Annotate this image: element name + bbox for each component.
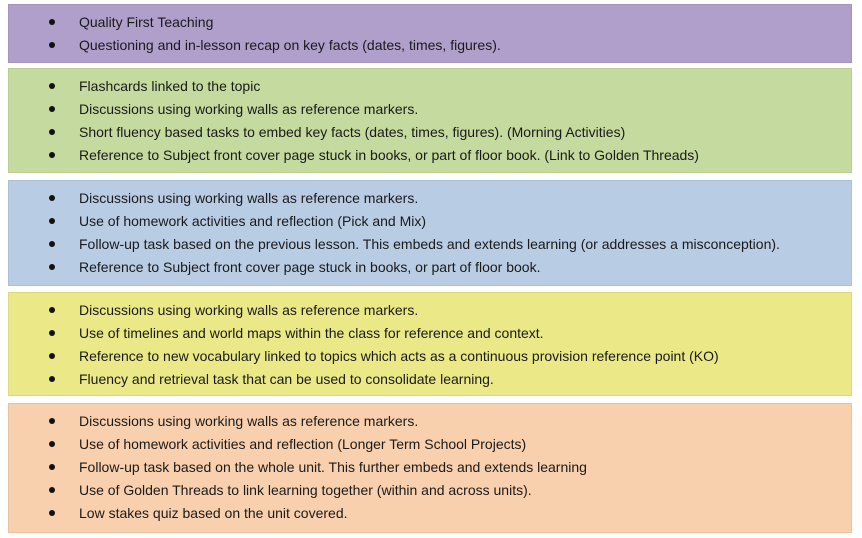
list-item [9, 345, 851, 368]
section-blue [8, 180, 852, 286]
list-item-text: Discussions using working walls as reference markers. [79, 190, 419, 206]
list-item [9, 433, 851, 456]
bullet-icon [49, 264, 55, 270]
list-item-text: Reference to new vocabulary linked to topics which acts as a continuous provision reference point (KO) [79, 348, 719, 364]
bullet-icon [49, 42, 55, 48]
list-item [9, 144, 851, 167]
bullet-icon [49, 152, 55, 158]
bullet-icon [49, 19, 55, 25]
list-item [9, 75, 851, 98]
list-item-text: Use of timelines and world maps within the class for reference and context. [79, 325, 544, 341]
list-item-text: Discussions using working walls as reference markers. [79, 302, 419, 318]
list-item-text: Use of homework activities and reflection (Pick and Mix) [79, 213, 427, 229]
list-item [9, 233, 851, 256]
section-green [8, 68, 852, 173]
list-item-text: Use of homework activities and reflection (Longer Term School Projects) [79, 436, 527, 452]
list-item [9, 34, 851, 57]
list-item-text: Low stakes quiz based on the unit covered. [79, 505, 348, 521]
bullet-icon [49, 353, 55, 359]
list-item-text: Reference to Subject front cover page stuck in books, or part of floor book. (Link to Golden Threads) [79, 147, 699, 163]
list-item-text: Discussions using working walls as reference markers. [79, 413, 419, 429]
list-item-text: Follow-up task based on the whole unit. This further embeds and extends learning [79, 459, 587, 475]
bullet-icon [49, 106, 55, 112]
list-item [9, 479, 851, 502]
bullet-icon [49, 510, 55, 516]
bullet-icon [49, 218, 55, 224]
list-item-text: Use of Golden Threads to link learning together (within and across units). [79, 482, 532, 498]
bullet-icon [49, 487, 55, 493]
list-item-text: Follow-up task based on the previous lesson. This embeds and extends learning (or addresses a misconception). [79, 236, 780, 252]
section-yellow [8, 292, 852, 396]
bullet-list [9, 75, 851, 167]
list-item [9, 121, 851, 144]
bullet-list [9, 11, 851, 57]
list-item [9, 11, 851, 34]
bullet-icon [49, 195, 55, 201]
list-item [9, 368, 851, 391]
list-item [9, 210, 851, 233]
bullet-icon [49, 441, 55, 447]
list-item-text: Questioning and in-lesson recap on key facts (dates, times, figures). [79, 37, 501, 53]
section-quality-first-teaching [8, 4, 852, 63]
list-item [9, 98, 851, 121]
section-peach [8, 403, 852, 533]
bullet-list [9, 187, 851, 279]
list-item [9, 502, 851, 525]
bullet-icon [49, 129, 55, 135]
bullet-icon [49, 330, 55, 336]
list-item [9, 456, 851, 479]
bullet-icon [49, 241, 55, 247]
bullet-icon [49, 464, 55, 470]
list-item [9, 187, 851, 210]
list-item [9, 322, 851, 345]
list-item-text: Reference to Subject front cover page stuck in books, or part of floor book. [79, 259, 541, 275]
list-item-text: Fluency and retrieval task that can be used to consolidate learning. [79, 371, 494, 387]
list-item-text: Discussions using working walls as reference markers. [79, 101, 419, 117]
bullet-icon [49, 418, 55, 424]
list-item-text: Quality First Teaching [79, 14, 214, 30]
bullet-list [9, 299, 851, 391]
bullet-icon [49, 307, 55, 313]
list-item-text: Flashcards linked to the topic [79, 78, 261, 94]
list-item [9, 410, 851, 433]
list-item [9, 299, 851, 322]
list-item-text: Short fluency based tasks to embed key facts (dates, times, figures). (Morning Activities) [79, 124, 626, 140]
bullet-icon [49, 376, 55, 382]
bullet-icon [49, 83, 55, 89]
bullet-list [9, 410, 851, 525]
list-item [9, 256, 851, 279]
